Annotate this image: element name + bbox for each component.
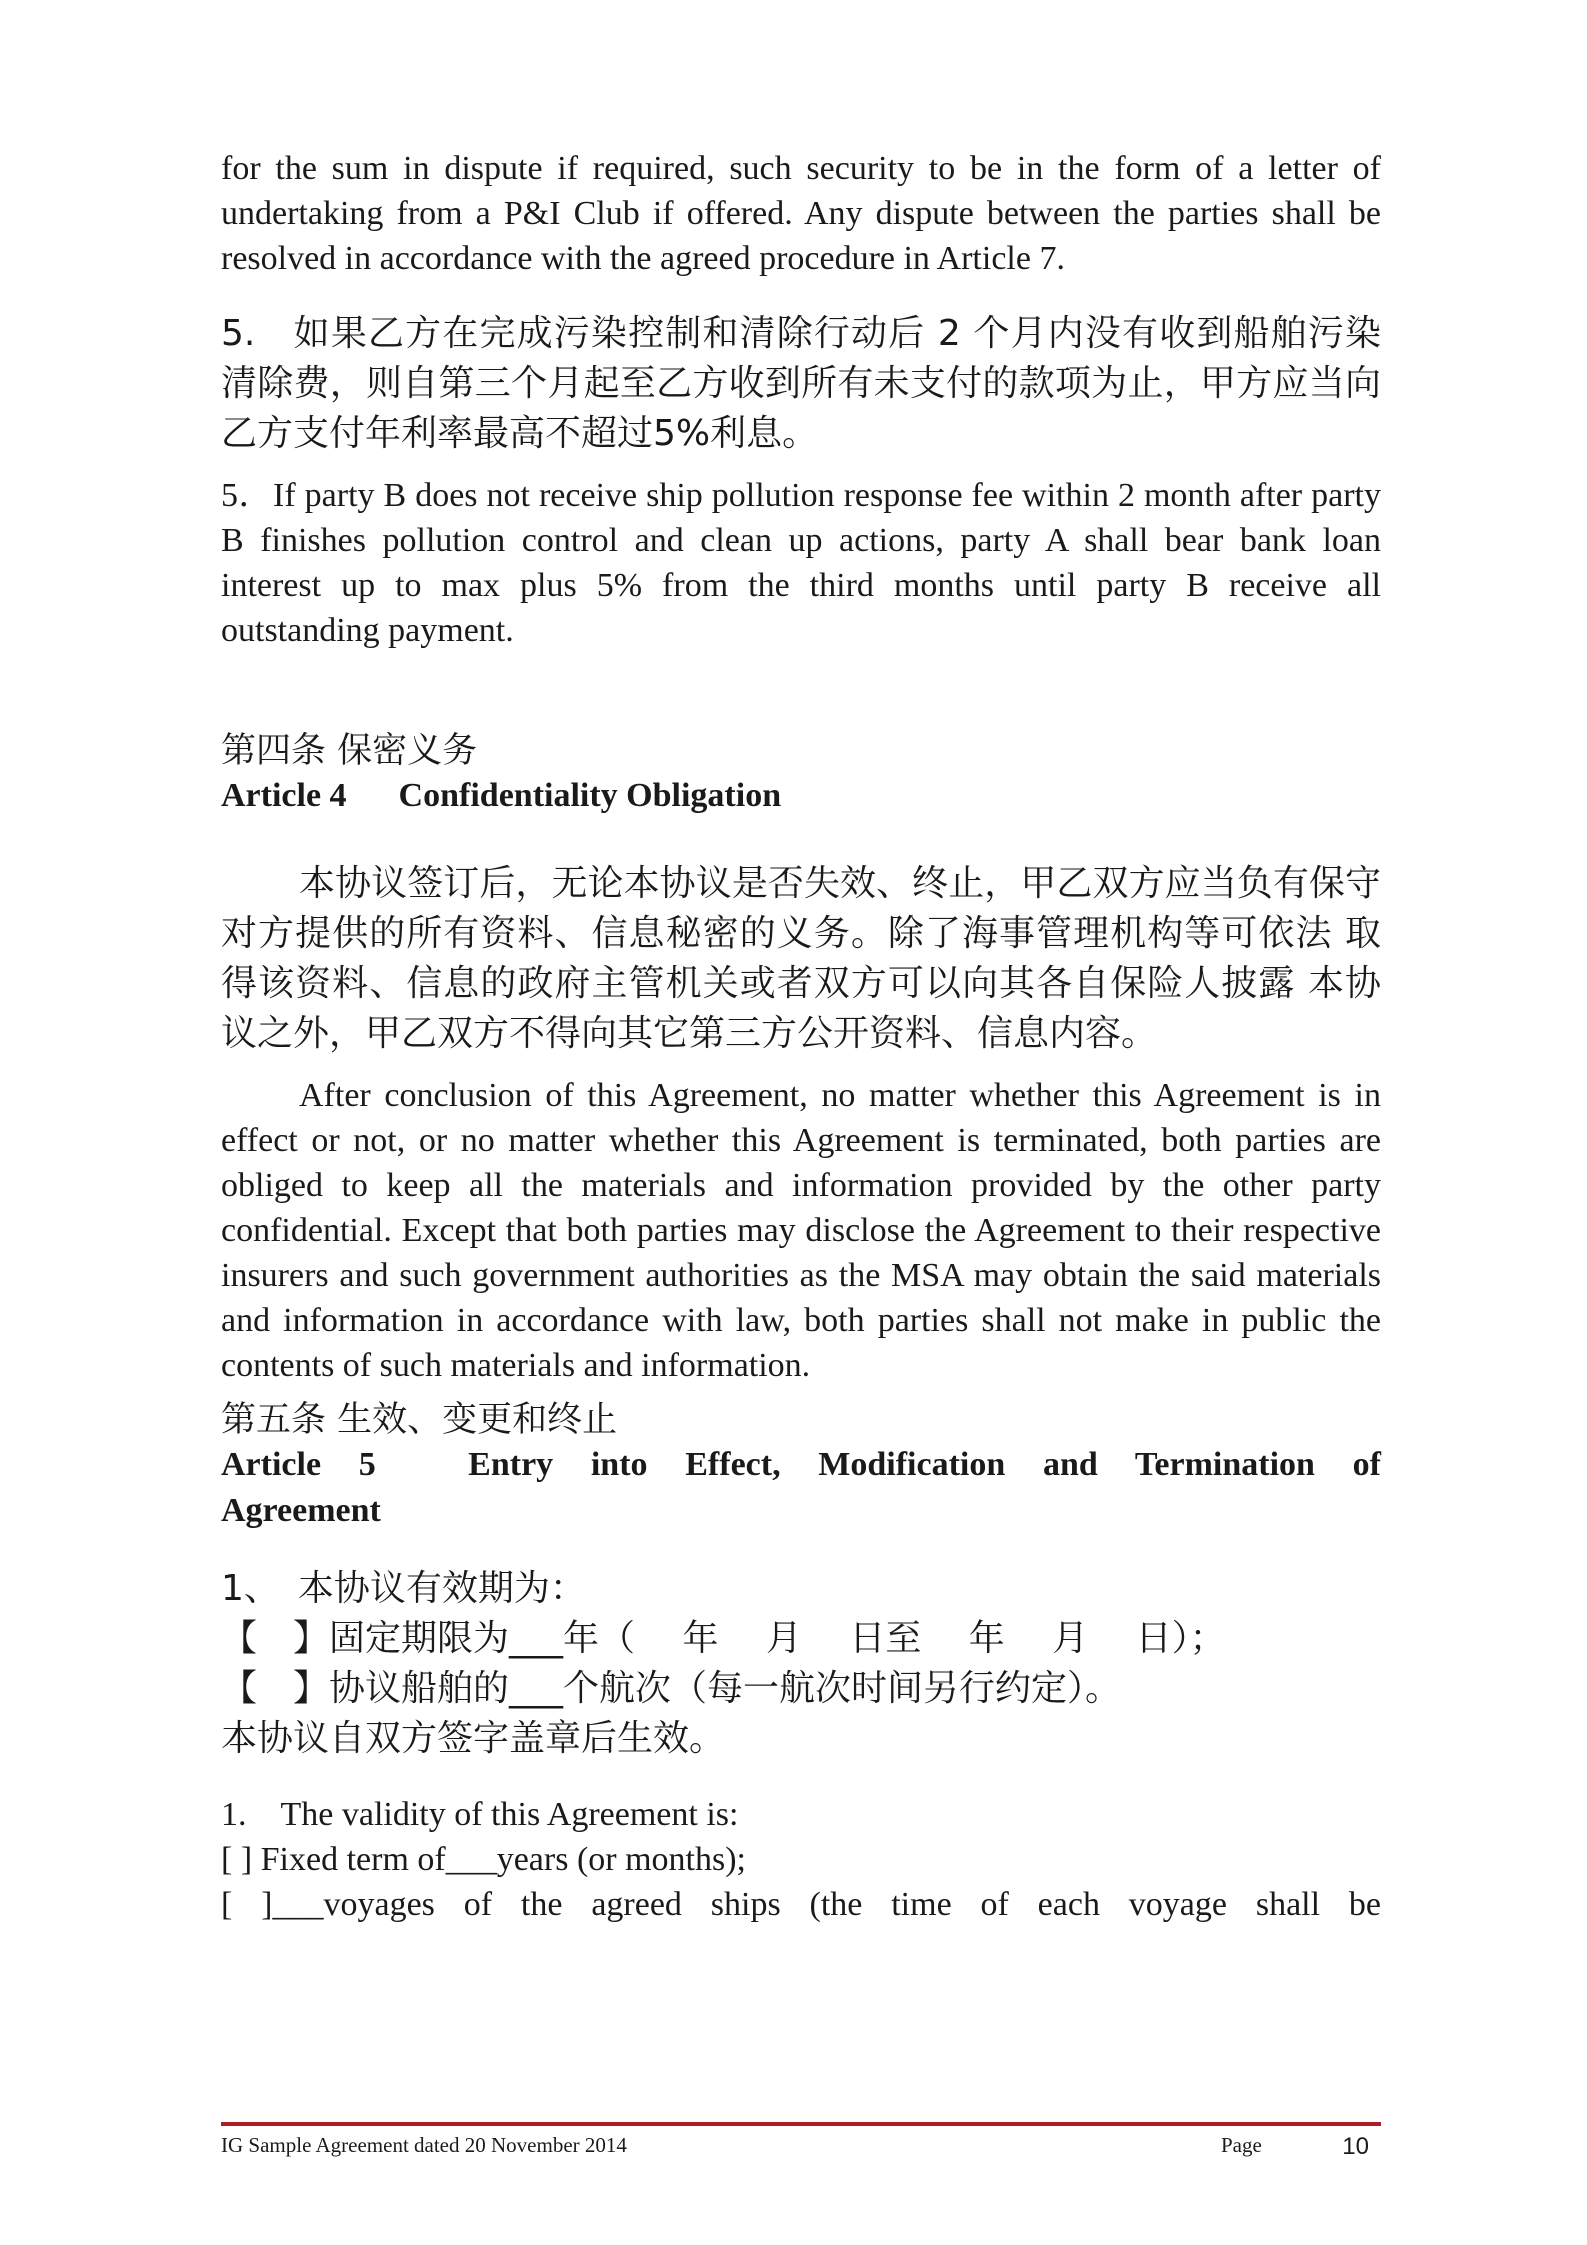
page-footer bbox=[221, 2130, 1381, 2160]
article4-heading-english bbox=[221, 773, 1381, 819]
article5-effect-chinese: 本协议自双方签字盖章后生效。 bbox=[221, 1718, 726, 1759]
article5-fixed-term-option-chinese: 【 】固定期限为___年（ 年 月 日至 年 月 日）； bbox=[221, 1618, 1226, 1659]
article5-fixed-term-option-english: [ ] Fixed term of___years (or months); bbox=[221, 1841, 746, 1878]
page-content bbox=[221, 146, 1381, 1927]
article5-heading-english-line2: Agreement bbox=[221, 1492, 381, 1529]
article4-heading-chinese: 第四条 保密义务 bbox=[221, 731, 478, 771]
footer-page-label: Page bbox=[1221, 2133, 1262, 2157]
paragraph-security-continuation: for the sum in dispute if required, such security to be in the form of a letter of undertaking from a P&I Club if offered. Any dispute between the parties shall be resolved in accordance with the agreed procedure in Article 7. bbox=[221, 150, 1381, 277]
article5-voyage-option-chinese: 【 】协议船舶的___个航次（每一航次时间另行约定）。 bbox=[221, 1668, 1122, 1709]
clause5-english: 5．If party B does not receive ship pollution response fee within 2 month after party B finishes pollution control and clean up actions, party A shall bear bank loan interest up to max plus 5% from the third months until party B receive all outstanding payment. bbox=[221, 477, 1381, 649]
article5-heading-chinese: 第五条 生效、变更和终止 bbox=[221, 1400, 618, 1440]
footer-page-number: 10 bbox=[1342, 2133, 1369, 2160]
article5-voyage-option-english: [ ]___voyages of the agreed ships (the time of each voyage shall be bbox=[221, 1886, 1381, 1923]
article5-heading-english-line1: Article 5 Entry into Effect, Modification and Termination of bbox=[221, 1446, 1381, 1483]
article5-validity-chinese: 1、 本协议有效期为： bbox=[221, 1568, 586, 1609]
article4-body-english: After conclusion of this Agreement, no matter whether this Agreement is in effect or not, or no matter whether this Agreement is terminated, both parties are obliged to keep all the materials and information provided by the other party confidential. Except that both parties may disclose the Agreement to their respective insurers and such government authorities as the MSA may obtain the said materials and information in accordance with law, both parties shall not make in public the contents of such materials and information. bbox=[221, 1077, 1381, 1384]
footer-document-title: IG Sample Agreement dated 20 November 2014 bbox=[221, 2133, 627, 2157]
footer-rule bbox=[221, 2122, 1381, 2126]
article5-validity-english: 1. The validity of this Agreement is: bbox=[221, 1796, 739, 1833]
article4-number: Article 4 bbox=[221, 777, 347, 814]
article4-body-chinese: 本协议签订后，无论本协议是否失效、终止，甲乙双方应当负有保守 对方提供的所有资料、信息秘密的义务。除了海事管理机构等可依法 取得该资料、信息的政府主管机关或者双方可以向其各自保险人披露 本协议之外，甲乙双方不得向其它第三方公开资料、信息内容。 bbox=[221, 863, 1381, 1054]
article4-title: Confidentiality Obligation bbox=[398, 777, 782, 814]
clause5-chinese: 5. 如果乙方在完成污染控制和清除行动后 2 个月内没有收到船舶污染清除费，则自第三个月起至乙方收到所有未支付的款项为止，甲方应当向乙方支付年利率最高不超过5%利息。 bbox=[221, 313, 1381, 454]
